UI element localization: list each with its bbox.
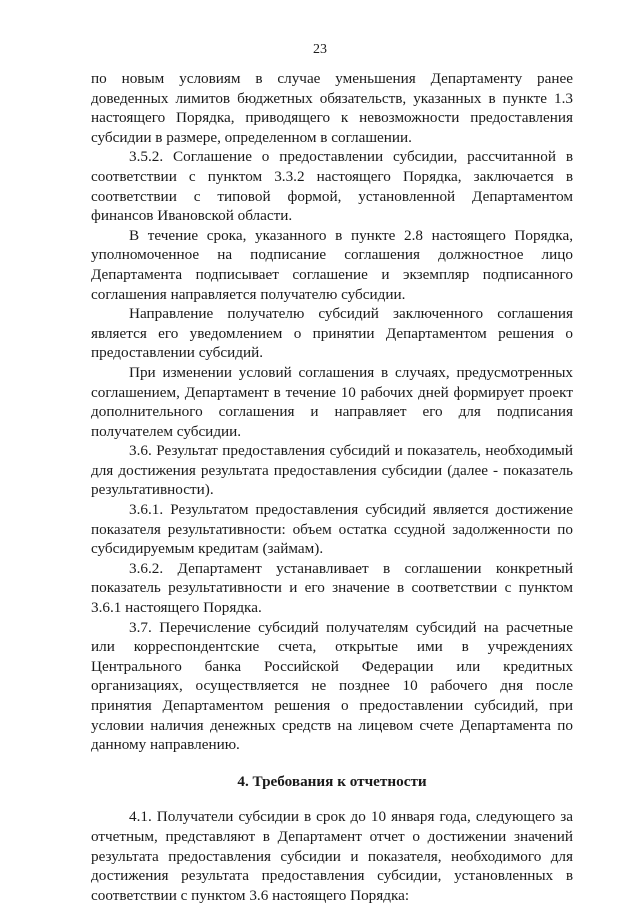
paragraph-3-7: 3.7. Перечисление субсидий получателям субсидий на расчетные или корреспондентские счета, открытые ими в учреждениях Центрального банка Российской Федерации или кредитных организациях, осуществляется не позднее 10 рабочего дня после принятия Департаментом решения о предоставлении субсидий, при условии наличия денежных средств на лицевом счете Департамента по данному направлению. <box>91 618 573 754</box>
page-body <box>91 69 573 905</box>
paragraph-4-1: 4.1. Получатели субсидии в срок до 10 января года, следующего за отчетным, представляют в Департамент отчет о достижении значений результата предоставления субсидии и показателя, необходимого для достижения результата предоставления субсидии, установленных в соответствии с пунктом 3.6 настоящего Порядка: <box>91 808 573 904</box>
paragraph-3-6-2: 3.6.2. Департамент устанавливает в соглашении конкретный показатель результативности и его значение в соответствии с пунктом 3.6.1 настоящего Порядка. <box>91 559 573 617</box>
section-heading: 4. Требования к отчетности <box>237 772 427 790</box>
paragraph-3-5-2: 3.5.2. Соглашение о предоставлении субсидии, рассчитанной в соответствии с пунктом 3.3.2 настоящего Порядка, заключается в соответствии с типовой формой, установленной Департаментом финансов Ивановской области. <box>91 148 573 225</box>
paragraph-signing-term: В течение срока, указанного в пункте 2.8 настоящего Порядка, уполномоченное на подписание соглашения должностное лицо Департамента подписывает соглашение и экземпляр подписанного соглашения направляется получателю субсидии. <box>91 226 573 303</box>
page-number: 23 <box>313 42 327 57</box>
paragraph-continuation: по новым условиям в случае уменьшения Департаменту ранее доведенных лимитов бюджетных обязательств, указанных в пункте 1.3 настоящего Порядка, приводящего к невозможности предоставления субсидии в размере, определенном в соглашении. <box>91 70 573 146</box>
paragraph-3-6: 3.6. Результат предоставления субсидий и показатель, необходимый для достижения результата предоставления субсидии (далее - показатель результативности). <box>91 442 573 499</box>
paragraph-3-6-1: 3.6.1. Результатом предоставления субсидий является достижение показателя результативности: объем остатка ссудной задолженности по субсидируемым кредитам (займам). <box>91 501 573 558</box>
paragraph-amendment: При изменении условий соглашения в случаях, предусмотренных соглашением, Департамент в течение 10 рабочих дней формирует проект дополнительного соглашения и направляет его для подписания получателем субсидии. <box>91 363 573 440</box>
paragraph-notification: Направление получателю субсидий заключенного соглашения является его уведомлением о принятии Департаментом решения о предоставлении субсидий. <box>91 305 573 362</box>
